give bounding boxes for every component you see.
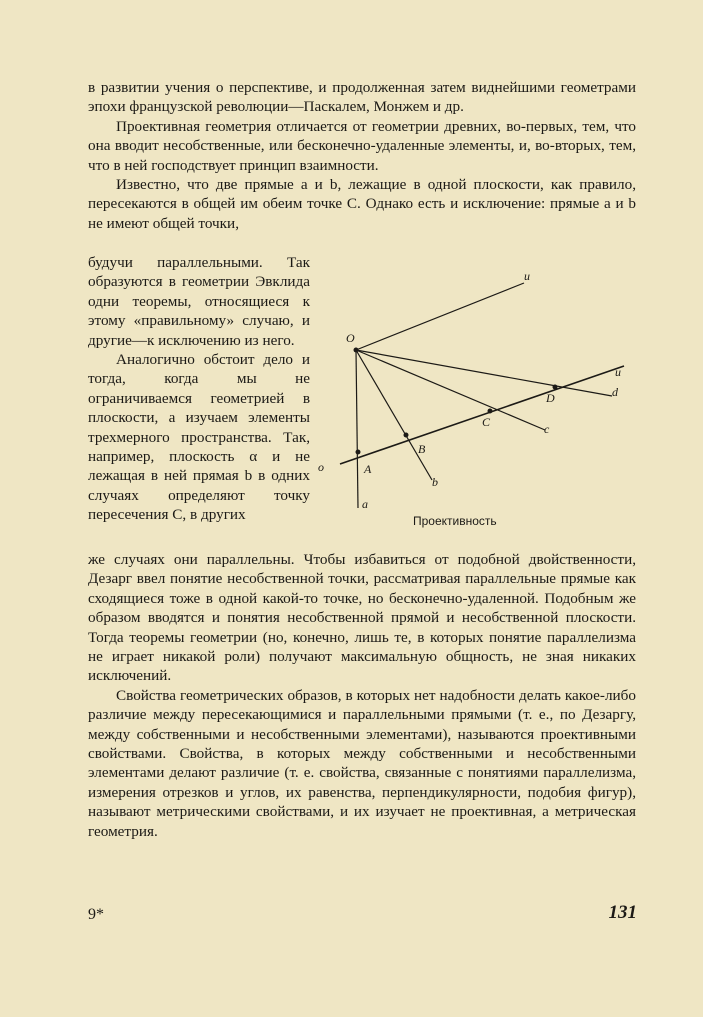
label-C: C [482, 415, 491, 429]
point-d [553, 385, 558, 390]
projectivity-diagram [312, 268, 642, 538]
point-o [354, 348, 359, 353]
figure-caption: Проективность [413, 514, 497, 528]
point-b [404, 433, 409, 438]
paragraph-3-full: Известно, что две прямые a и b, лежащие в одной плоскости, как правило, пересекаются в общей им обеим точке C. Однако есть и исключение: прямые a и b не имеют общей точки, [88, 176, 636, 232]
label-B: B [418, 442, 426, 456]
ray-d [356, 350, 612, 396]
label-c: c [544, 422, 550, 436]
label-u-right: u [615, 365, 621, 379]
page-number: 131 [608, 902, 637, 923]
paragraph-2: Проективная геометрия отличается от геометрии древних, во-первых, тем, что она вводит несобственные, или бесконечно-удаленные элементы, и, во-вторых, тем, что в ней господствует принцип взаимности. [88, 117, 636, 174]
label-u-top: u [524, 269, 530, 283]
label-A: A [364, 462, 372, 476]
ray-b [356, 350, 432, 480]
paragraph-3-wrap: будучи параллельными. Так образуются в геометрии Эвклида одни теоремы, относящиеся к этому «правильному» случаю, и другие—к исключению из него. [88, 254, 310, 349]
label-a: a [362, 497, 368, 511]
label-o: O [346, 331, 355, 345]
paragraph-4-full: же случаях они параллельны. Чтобы избавиться от подобной двойственности, Дезарг ввел понятие несобственной точки, рассматривая параллельные прямые как сходящиеся тоже в одной какой-то точке, но бесконечно-удаленной. Подобным же образом вводятся и понятия несобственной прямой и несобственной плоскости. Тогда теоремы геометрии (но, конечно, лишь те, в которых понятие параллелизма не играет никакой роли) получают максимальную общность, не зная никаких исключений. [88, 551, 636, 685]
label-d-lower: d [612, 385, 618, 399]
projectivity-figure [312, 268, 642, 538]
paragraph-1: в развитии учения о перспективе, и продолженная затем виднейшими геометрами эпохи французской революции—Паскалем, Монжем и др. [88, 79, 636, 116]
text-block-bottom [88, 550, 636, 841]
label-b: b [432, 475, 438, 489]
text-block-wrapped [88, 253, 310, 525]
ray-a [356, 350, 358, 508]
paragraph-4-wrap: Аналогично обстоит дело и тогда, когда мы не ограничиваемся геометрией в плоскости, а изучаем элементы трехмерного пространства. Так, например, плоскость α и не лежащая в ней прямая b в одних случаях определяют точку пересечения C, в других [88, 351, 310, 524]
label-o-left: o [318, 460, 324, 474]
paragraph-5: Свойства геометрических образов, в которых нет надобности делать какое-либо различие между пересекающимися и параллельными прямыми (т. е., по Дезаргу, между собственными и несобственными элементами), называются проективными свойствами. Свойства, в которых между собственными и несобственными элементами делают различие (т. е. свойства, связанные с понятиями параллелизма, измерения отрезков и углов, их равенства, перпендикулярности, подобия фигур), называют метрическими свойствами, и их изучает не проективная, а метрическая геометрия. [88, 686, 636, 840]
label-D: D [546, 391, 555, 405]
signature-mark: 9* [88, 906, 104, 923]
point-a [356, 450, 361, 455]
text-block-top [88, 78, 636, 233]
point-c [488, 409, 493, 414]
ray-c [356, 350, 545, 430]
line-u-upper [356, 283, 524, 350]
